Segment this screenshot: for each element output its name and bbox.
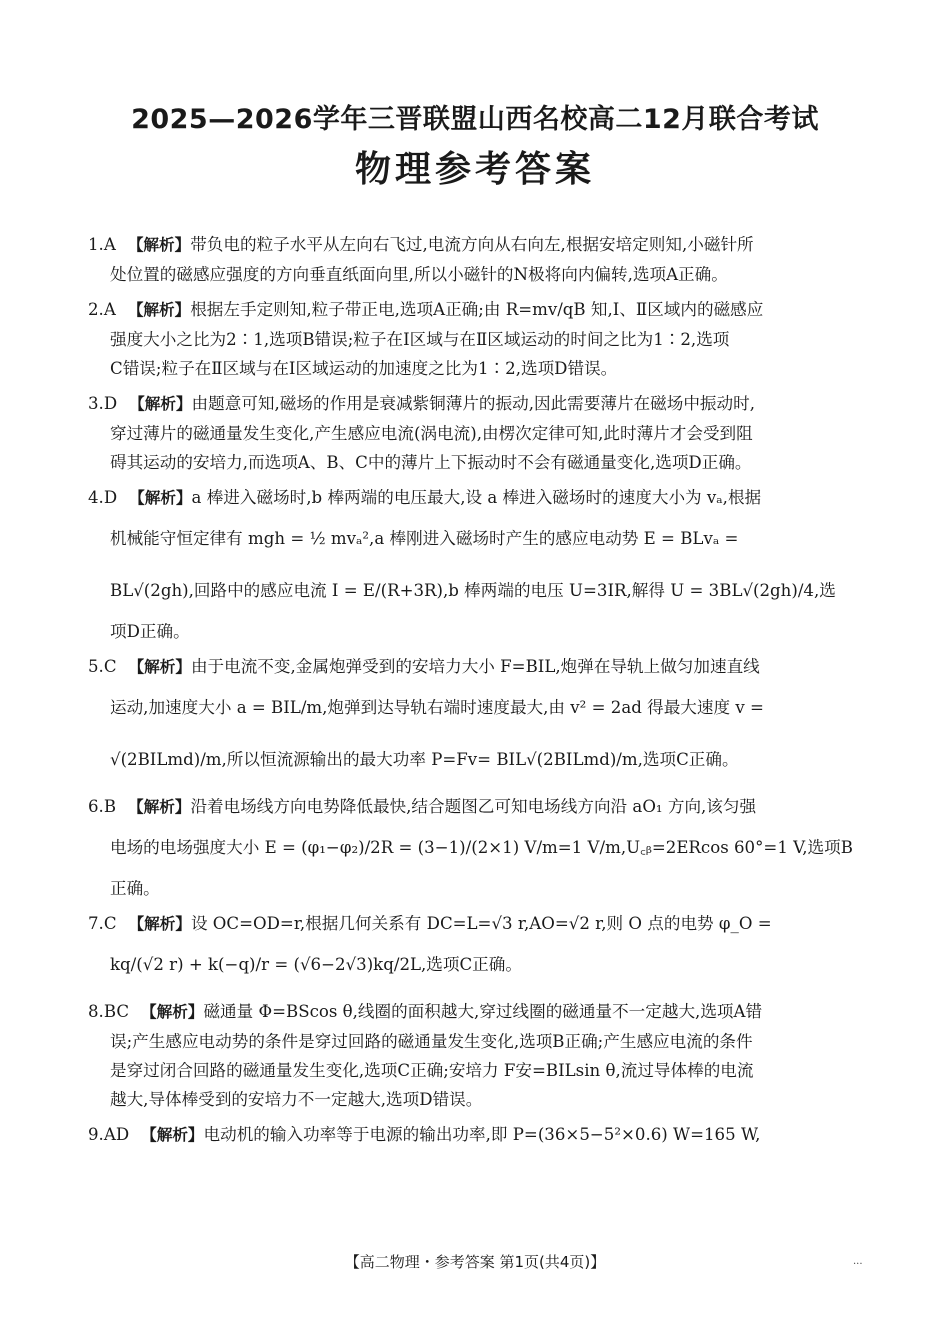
- answer-item-6: [88, 792, 863, 903]
- analysis-tag: 【解析】: [141, 1003, 204, 1021]
- analysis-tag: 【解析】: [128, 798, 191, 816]
- question-number: 8.: [88, 1002, 104, 1021]
- analysis-line: 磁通量 Φ=BScos θ,线圈的面积越大,穿过线圈的磁通量不一定越大,选项A错: [203, 1002, 763, 1021]
- answer-list: [88, 230, 863, 1156]
- analysis-line: a 棒进入磁场时,b 棒两端的电压最大,设 a 棒进入磁场时的速度大小为 vₐ,根据: [191, 488, 762, 507]
- analysis-tag: 【解析】: [129, 489, 192, 507]
- answer-choice: B: [103, 797, 117, 816]
- analysis-tag: 【解析】: [128, 915, 191, 933]
- analysis-line: 由题意可知,磁场的作用是衰减紫铜薄片的振动,因此需要薄片在磁场中振动时,: [191, 394, 755, 413]
- analysis-line: 运动,加速度大小 a = BIL/m,炮弹到达导轨右端时速度最大,由 v² = 2ad 得最大速度 v =: [110, 698, 764, 717]
- answer-choice: BC: [103, 1002, 130, 1021]
- analysis-line: 穿过薄片的磁通量发生变化,产生感应电流(涡电流),由楞次定律可知,此时薄片才会受到阻: [110, 424, 753, 443]
- page-footer: 【高二物理・参考答案 第1页(共4页)】: [344, 1253, 606, 1271]
- analysis-tag: 【解析】: [141, 1126, 204, 1144]
- answer-item-9: [88, 1120, 863, 1150]
- analysis-line: 带负电的粒子水平从左向右飞过,电流方向从右向左,根据安培定则知,小磁针所: [190, 235, 754, 254]
- analysis-line: 误;产生感应电动势的条件是穿过回路的磁通量发生变化,选项B正确;产生感应电流的条件: [110, 1032, 753, 1051]
- corner-mark: ...: [853, 1256, 863, 1267]
- analysis-line: 机械能守恒定律有 mgh = ½ mvₐ²,a 棒刚进入磁场时产生的感应电动势 E = BLvₐ =: [110, 529, 739, 548]
- analysis-tag: 【解析】: [127, 301, 191, 319]
- answer-item-7: [88, 909, 863, 991]
- analysis-line: √(2BILmd)/m,所以恒流源输出的最大功率 P=Fv= BIL√(2BILmd)/m,选项C正确。: [110, 750, 739, 769]
- answer-choice: AD: [103, 1125, 130, 1144]
- question-number: 1.: [88, 235, 104, 254]
- analysis-tag: 【解析】: [127, 236, 191, 254]
- answer-choice: A: [103, 300, 116, 319]
- answer-choice: C: [103, 914, 117, 933]
- analysis-line: 电场的电场强度大小 E = (φ₁−φ₂)/2R = (3−1)/(2×1) V/m=1 V/m,U꜀ᵦ=2ERcos 60°=1 V,选项B: [110, 838, 853, 857]
- analysis-line: 强度大小之比为2∶1,选项B错误;粒子在Ⅰ区域与在Ⅱ区域运动的时间之比为1∶2,选项: [110, 330, 730, 349]
- analysis-line: kq/(√2 r) + k(−q)/r = (√6−2√3)kq/2L,选项C正确。: [110, 955, 522, 974]
- question-number: 4.: [88, 488, 104, 507]
- analysis-line: 处位置的磁感应强度的方向垂直纸面向里,所以小磁针的N极将向内偏转,选项A正确。: [110, 265, 728, 284]
- answer-choice: A: [103, 235, 116, 254]
- analysis-line: 根据左手定则知,粒子带正电,选项A正确;由 R=mv/qB 知,Ⅰ、Ⅱ区域内的磁感应: [190, 300, 764, 319]
- answer-choice: D: [103, 394, 118, 413]
- question-number: 6.: [88, 797, 104, 816]
- answer-item-4: [88, 483, 863, 646]
- question-number: 2.: [88, 300, 104, 319]
- header: [0, 100, 950, 198]
- analysis-line: 电动机的输入功率等于电源的输出功率,即 P=(36×5−5²×0.6) W=165 W,: [203, 1125, 761, 1144]
- question-number: 5.: [88, 657, 104, 676]
- answer-key-title: 物理参考答案: [354, 149, 595, 190]
- analysis-line: 碍其运动的安培力,而选项A、B、C中的薄片上下振动时不会有磁通量变化,选项D正确。: [110, 453, 752, 472]
- analysis-tag: 【解析】: [129, 395, 192, 413]
- analysis-line: 越大,导体棒受到的安培力不一定越大,选项D错误。: [110, 1090, 483, 1109]
- analysis-line: 项D正确。: [110, 622, 190, 641]
- answer-item-1: [88, 230, 863, 289]
- answer-item-8: [88, 997, 863, 1114]
- analysis-line: 由于电流不变,金属炮弹受到的安培力大小 F=BIL,炮弹在导轨上做匀加速直线: [190, 657, 760, 676]
- answer-item-2: [88, 295, 863, 383]
- analysis-line: C错误;粒子在Ⅱ区域与在Ⅰ区域运动的加速度之比为1∶2,选项D错误。: [110, 359, 618, 378]
- analysis-line: 设 OC=OD=r,根据几何关系有 DC=L=√3 r,AO=√2 r,则 O 点的电势 φ_O =: [190, 914, 772, 933]
- analysis-line: 沿着电场线方向电势降低最快,结合题图乙可知电场线方向沿 aO₁ 方向,该匀强: [190, 797, 757, 816]
- answer-choice: D: [103, 488, 118, 507]
- question-number: 7.: [88, 914, 104, 933]
- exam-title: 2025—2026学年三晋联盟山西名校高二12月联合考试: [131, 104, 819, 135]
- answer-choice: C: [103, 657, 117, 676]
- question-number: 3.: [88, 394, 104, 413]
- analysis-tag: 【解析】: [128, 658, 191, 676]
- answer-item-3: [88, 389, 863, 477]
- analysis-line: BL√(2gh),回路中的感应电流 I = E/(R+3R),b 棒两端的电压 U=3IR,解得 U = 3BL√(2gh)/4,选: [110, 581, 836, 600]
- answer-item-5: [88, 652, 863, 786]
- analysis-line: 是穿过闭合回路的磁通量发生变化,选项C正确;安培力 F安=BILsin θ,流过导体棒的电流: [110, 1061, 754, 1080]
- analysis-line: 正确。: [110, 879, 160, 898]
- question-number: 9.: [88, 1125, 104, 1144]
